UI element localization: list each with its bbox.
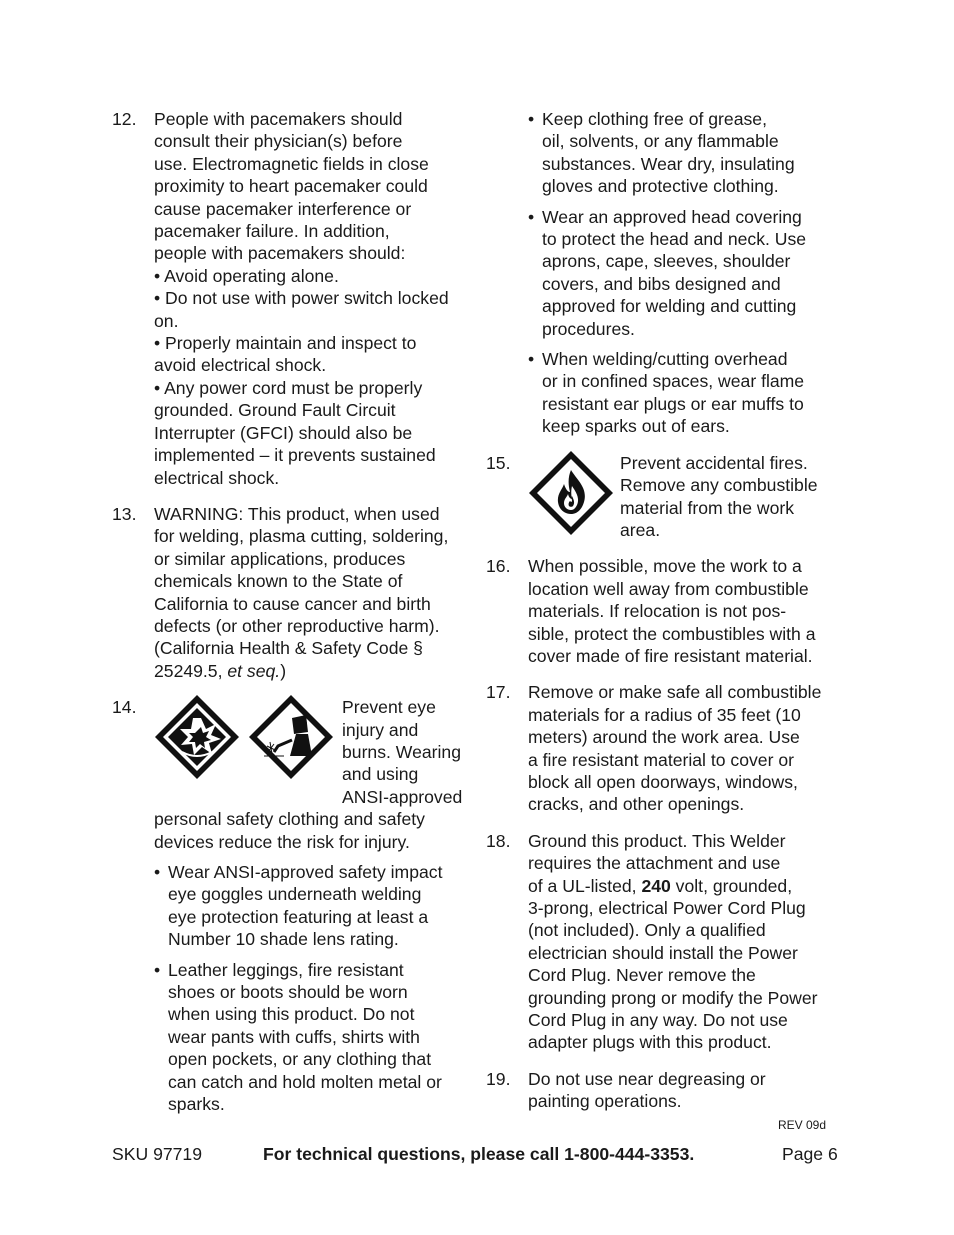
text-line: Do not use near degreasing or: [528, 1068, 766, 1089]
text-line: to protect the head and neck. Use: [542, 229, 807, 250]
text-line: • Wear ANSI-approved safety impact: [168, 862, 443, 882]
text-line: Remove any combustible: [620, 475, 818, 496]
text-line: keep sparks out of ears.: [542, 416, 730, 437]
item-12: [112, 108, 472, 489]
text-line: cover made of fire resistant material.: [528, 645, 813, 666]
text-line: can catch and hold molten metal or: [168, 1071, 442, 1092]
text-line: • When welding/cutting overhead: [542, 349, 788, 370]
text-line: material from the work: [620, 497, 795, 518]
text-line: People with pacemakers should: [154, 109, 403, 129]
text-line: grounding prong or modify the Power: [528, 987, 818, 1008]
item-number: 18.: [486, 830, 511, 851]
arc-flash-hazard-icon: [154, 694, 240, 780]
text-line: Cord Plug. Never remove the: [528, 965, 756, 986]
text-line: Ground this product. This Welder: [528, 830, 786, 851]
icon-side-text: [620, 452, 818, 542]
item-number: 17.: [486, 682, 511, 703]
text-line: pacemaker failure. In addition,: [154, 221, 390, 242]
item-18: [486, 830, 846, 1054]
item-17: [486, 681, 846, 815]
text-line: Prevent eye: [342, 697, 436, 718]
text-line: procedures.: [542, 318, 635, 339]
text-line: a fire resistant material to cover or: [528, 749, 794, 770]
text-line: block all open doorways, windows,: [528, 771, 798, 792]
text-line: • Keep clothing free of grease,: [542, 109, 767, 129]
text-line: Number 10 shade lens rating.: [168, 929, 399, 950]
text-line: sible, protect the combustibles with a: [528, 623, 816, 644]
text-line: aprons, cape, sleeves, shoulder: [542, 251, 791, 272]
text-line: • Wear an approved head covering: [542, 206, 802, 227]
text-line: (not included). Only a qualified: [528, 920, 766, 941]
text-line: when using this product. Do not: [168, 1004, 415, 1025]
text-line: materials. If relocation is not pos-: [528, 601, 787, 622]
sub-bullet: • Properly maintain and inspect to: [154, 333, 417, 354]
item-number: 12.: [112, 109, 137, 129]
text-line: defects (or other reproductive harm).: [154, 615, 440, 636]
safety-icons: [154, 694, 334, 780]
revision-label: REV 09d: [778, 1118, 827, 1132]
text-line: use. Electromagnetic fields in close: [154, 153, 429, 174]
bullet-leggings: [154, 959, 472, 1116]
footer-page-number: Page 6: [782, 1144, 838, 1164]
text-line: • Leather leggings, fire resistant: [168, 959, 404, 980]
text-line: area.: [620, 519, 661, 540]
text-line: for welding, plasma cutting, soldering,: [154, 526, 449, 547]
text-line: Prevent accidental fires.: [620, 452, 808, 473]
icon-row: [154, 696, 472, 808]
text-line: people with pacemakers should:: [154, 243, 406, 264]
text-line: eye goggles underneath welding: [168, 884, 422, 905]
text-line: Remove or make safe all combustible: [528, 682, 822, 703]
text-line: substances. Wear dry, insulating: [542, 153, 795, 174]
fire-hazard-icon: [528, 450, 614, 536]
closing-paren: ): [280, 660, 287, 681]
text-line: approved for welding and cutting: [542, 296, 797, 317]
voltage-value: 240: [641, 875, 671, 896]
text-line: or similar applications, produces: [154, 548, 406, 569]
text-line: WARNING: This product, when used: [154, 503, 440, 524]
bullet-head-covering: [528, 206, 846, 340]
text-line: open pockets, or any clothing that: [168, 1049, 432, 1070]
item-number: 19.: [486, 1068, 511, 1089]
text-line: devices reduce the risk for injury.: [154, 831, 410, 852]
text-line: [528, 875, 846, 897]
text-line: consult their physician(s) before: [154, 131, 403, 152]
sub-bullet: grounded. Ground Fault Circuit: [154, 400, 396, 421]
sub-bullet: implemented – it prevents sustained: [154, 445, 436, 466]
item-number: 16.: [486, 556, 511, 577]
sub-bullet: • Do not use with power switch locked: [154, 288, 449, 309]
safety-icons: [528, 450, 614, 536]
code-number: 25249.5,: [154, 660, 228, 681]
text-line: location well away from combustible: [528, 578, 809, 599]
item-15: [486, 452, 846, 542]
text-line: or in confined spaces, wear flame: [542, 371, 805, 392]
continued-bullets: [486, 108, 846, 438]
ul-listed-text: of a UL-listed,: [528, 875, 642, 896]
text-line: chemicals known to the State of: [154, 571, 403, 592]
text-line: California to cause cancer and birth: [154, 593, 431, 614]
text-line: cause pacemaker interference or: [154, 198, 412, 219]
sub-bullet: • Avoid operating alone.: [154, 265, 339, 286]
icon-side-text: [342, 696, 462, 808]
item-number: 13.: [112, 503, 137, 524]
text-line: gloves and protective clothing.: [542, 176, 779, 197]
text-line: meters) around the work area. Use: [528, 727, 800, 748]
wear-face-shield-icon: [248, 694, 334, 780]
text-line: wear pants with cuffs, shirts with: [168, 1026, 420, 1047]
sub-bullet: • Any power cord must be properly: [154, 377, 423, 398]
text-line: electrician should install the Power: [528, 942, 798, 963]
text-line: oil, solvents, or any flammable: [542, 131, 779, 152]
text-line: resistant ear plugs or ear muffs to: [542, 393, 804, 414]
text-line: painting operations.: [528, 1091, 682, 1112]
item-16: [486, 555, 846, 667]
volt-text: volt, grounded,: [670, 875, 793, 896]
text-line: burns. Wearing: [342, 741, 461, 762]
bullet-goggles: [154, 861, 472, 951]
text-line: requires the attachment and use: [528, 853, 781, 874]
text-line: materials for a radius of 35 feet (10: [528, 704, 801, 725]
footer-sku: SKU 97719: [112, 1144, 202, 1164]
italic-et-seq: et seq.: [227, 660, 281, 681]
text-line: When possible, move the work to a: [528, 556, 802, 577]
item-13: [112, 503, 472, 682]
sub-bullet: avoid electrical shock.: [154, 355, 327, 376]
text-line: and using: [342, 764, 419, 785]
text-line: shoes or boots should be worn: [168, 982, 408, 1003]
left-column: [112, 108, 472, 1129]
text-line: (California Health & Safety Code §: [154, 638, 423, 659]
text-line: [154, 660, 472, 682]
item-number: 15.: [486, 452, 511, 473]
text-line: personal safety clothing and safety: [154, 809, 425, 830]
sub-bullet: Interrupter (GFCI) should also be: [154, 422, 413, 443]
text-line: ANSI-approved: [342, 786, 463, 807]
item-14: [112, 696, 472, 1115]
sub-bullet: on.: [154, 310, 179, 331]
text-line: Cord Plug in any way. Do not use: [528, 1010, 788, 1031]
text-line: eye protection featuring at least a: [168, 906, 429, 927]
right-column: [486, 108, 846, 1127]
footer-tech-support: For technical questions, please call 1-800-444-3353.: [263, 1144, 695, 1164]
text-line: 3-prong, electrical Power Cord Plug: [528, 898, 806, 918]
sub-bullet: electrical shock.: [154, 467, 280, 488]
text-line: covers, and bibs designed and: [542, 273, 781, 294]
text-line: proximity to heart pacemaker could: [154, 176, 428, 197]
text-line: sparks.: [168, 1094, 225, 1115]
item-number: 14.: [112, 697, 137, 718]
item-19: [486, 1068, 846, 1113]
text-line: injury and: [342, 719, 419, 740]
bullet-clothing: [528, 108, 846, 198]
text-line: adapter plugs with this product.: [528, 1032, 772, 1053]
bullet-overhead: [528, 348, 846, 438]
text-line: cracks, and other openings.: [528, 794, 745, 815]
icon-row: [528, 452, 846, 542]
